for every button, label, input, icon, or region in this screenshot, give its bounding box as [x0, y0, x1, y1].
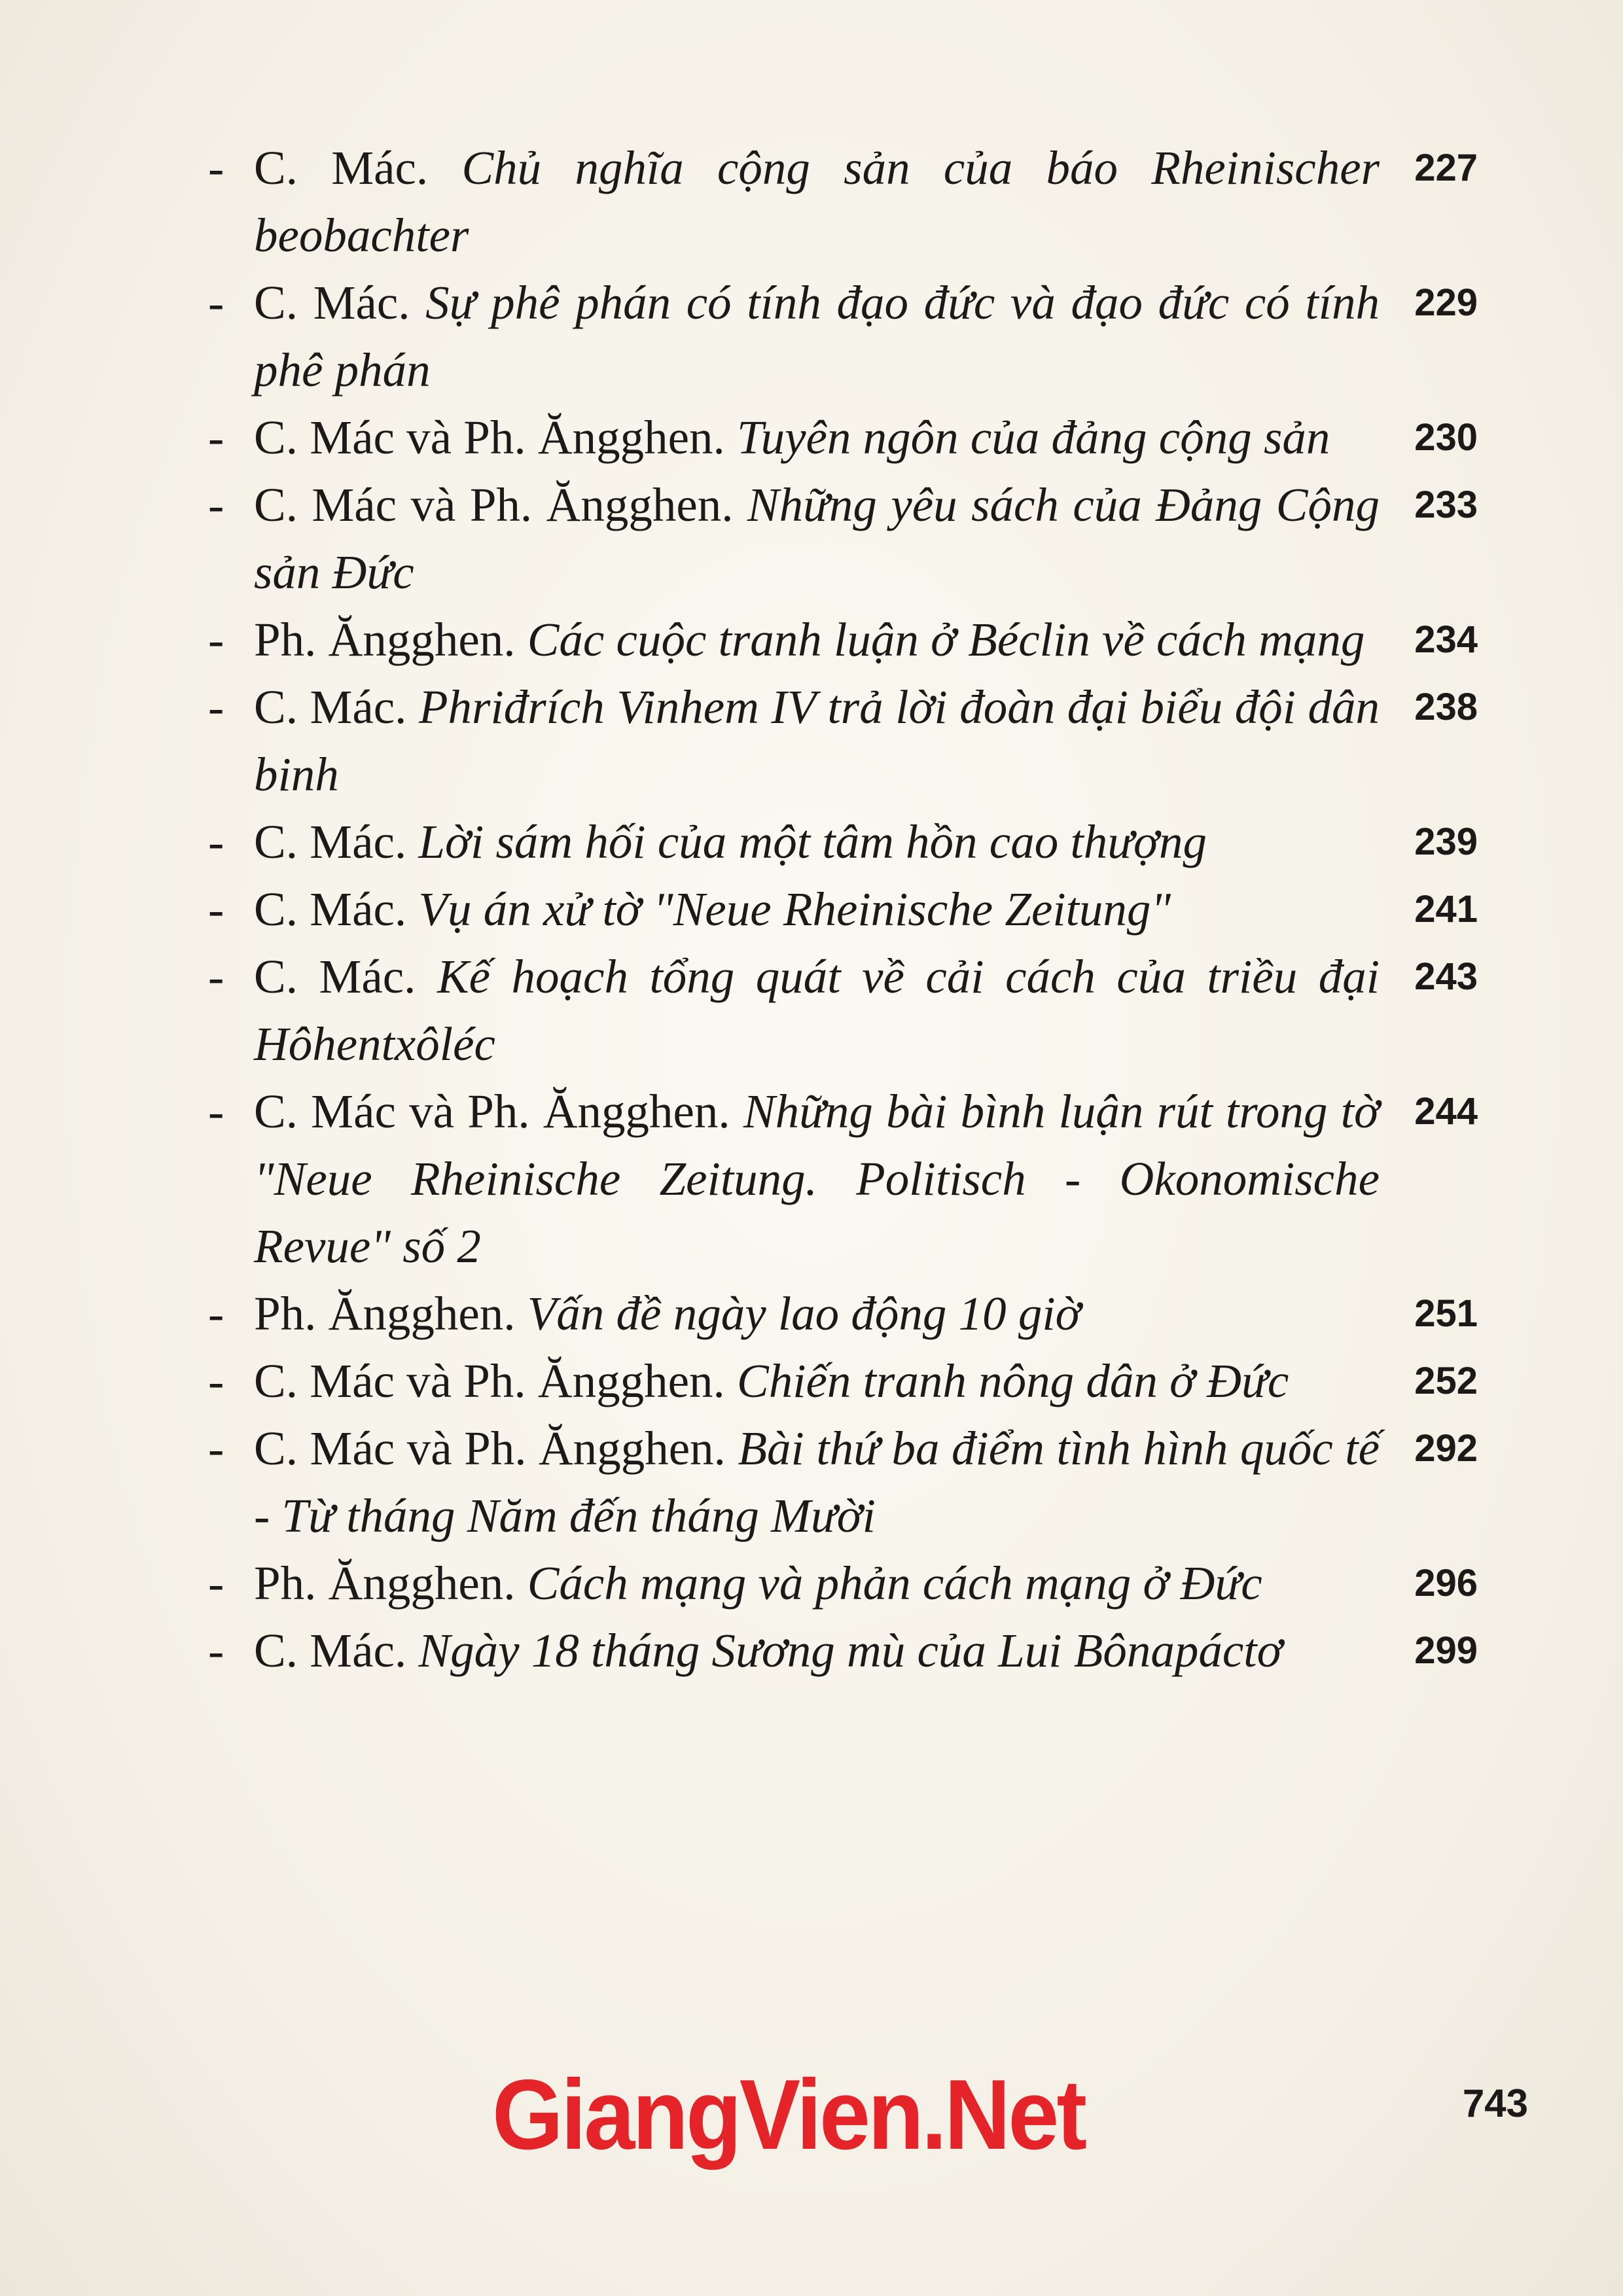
- entry-author: C. Mác.: [254, 680, 407, 733]
- toc-entry: [208, 606, 1491, 673]
- toc-entry: [208, 1415, 1491, 1549]
- entry-dash: -: [208, 1624, 224, 1677]
- entry-dash: -: [208, 1422, 224, 1475]
- toc-entry: [208, 673, 1491, 808]
- entry-text: [254, 134, 1380, 269]
- entry-author: C. Mác.: [254, 1624, 407, 1677]
- entry-dash: -: [208, 1354, 224, 1407]
- toc-entry: [208, 404, 1491, 471]
- toc-entry: [208, 269, 1491, 404]
- entry-page-number: 243: [1414, 955, 1478, 998]
- entry-text: [254, 404, 1380, 471]
- toc-entry: [208, 875, 1491, 943]
- toc-entry: [208, 471, 1491, 606]
- entry-page-number: 227: [1414, 147, 1478, 189]
- entry-author: Ph. Ăngghen.: [254, 613, 516, 666]
- entry-dash: -: [208, 883, 224, 936]
- entry-dash: -: [208, 815, 224, 868]
- entry-dash: -: [208, 276, 224, 329]
- entry-title: Ngày 18 tháng Sương mù của Lui Bônapáctơ: [418, 1624, 1283, 1677]
- entry-text: [254, 1078, 1380, 1280]
- entry-dash: -: [208, 1085, 224, 1138]
- page-number: 743: [1462, 2081, 1528, 2125]
- entry-title: Cách mạng và phản cách mạng ở Đức: [527, 1557, 1262, 1610]
- entry-dash: -: [208, 141, 224, 194]
- entry-page-number: 299: [1414, 1629, 1478, 1672]
- entry-dash: -: [208, 950, 224, 1003]
- entry-author: C. Mác và Ph. Ăngghen.: [254, 1422, 726, 1475]
- entry-dash: -: [208, 680, 224, 733]
- entry-author: C. Mác.: [254, 815, 407, 868]
- entry-page-number: 292: [1414, 1427, 1478, 1470]
- toc-entry: [208, 1549, 1491, 1617]
- entry-author: C. Mác và Ph. Ăngghen.: [254, 1085, 730, 1138]
- entry-page-number: 244: [1414, 1090, 1478, 1133]
- entry-title: Phriđrích Vinhem IV trả lời đoàn đại biểu đội dân binh: [254, 680, 1380, 801]
- toc-entry: [208, 1617, 1491, 1684]
- entry-author: C. Mác và Ph. Ăngghen.: [254, 1354, 725, 1407]
- entry-text: [254, 808, 1380, 875]
- entry-author: C. Mác.: [254, 276, 410, 329]
- entry-page-number: 229: [1414, 281, 1478, 324]
- entry-text: [254, 606, 1380, 673]
- entry-page-number: 296: [1414, 1562, 1478, 1604]
- entry-title: Bài thứ ba điểm tình hình quốc tế - Từ tháng Năm đến tháng Mười: [254, 1422, 1380, 1542]
- entry-dash: -: [208, 613, 224, 666]
- entry-author: C. Mác và Ph. Ăngghen.: [254, 411, 725, 464]
- entry-text: [254, 1415, 1380, 1549]
- entry-title: Kế hoạch tổng quát về cải cách của triều đại Hôhentxôléc: [254, 950, 1380, 1070]
- entry-page-number: 230: [1414, 416, 1478, 459]
- entry-title: Tuyên ngôn của đảng cộng sản: [737, 411, 1330, 464]
- entry-author: C. Mác.: [254, 883, 407, 936]
- entry-text: [254, 1280, 1380, 1347]
- toc-entry: [208, 1280, 1491, 1347]
- entry-text: [254, 1347, 1380, 1415]
- entry-title: Những bài bình luận rút trong tờ "Neue Rheinische Zeitung. Politisch - Okonomische Revue" số 2: [254, 1085, 1380, 1273]
- entry-page-number: 238: [1414, 686, 1478, 728]
- entry-title: Sự phê phán có tính đạo đức và đạo đức có tính phê phán: [254, 276, 1380, 397]
- entry-text: [254, 1617, 1380, 1684]
- entry-dash: -: [208, 1287, 224, 1340]
- toc-entry: [208, 943, 1491, 1078]
- entry-author: C. Mác và Ph. Ăngghen.: [254, 478, 734, 531]
- entry-title: Chủ nghĩa cộng sản của báo Rheinischer beobachter: [254, 141, 1380, 262]
- table-of-contents: [208, 134, 1491, 1684]
- entry-text: [254, 1549, 1380, 1617]
- entry-author: C. Mác.: [254, 950, 416, 1003]
- entry-dash: -: [208, 1557, 224, 1610]
- entry-author: C. Mác.: [254, 141, 429, 194]
- entry-page-number: 252: [1414, 1360, 1478, 1402]
- entry-dash: -: [208, 478, 224, 531]
- entry-title: Lời sám hối của một tâm hồn cao thượng: [418, 815, 1207, 868]
- entry-page-number: 239: [1414, 821, 1478, 863]
- toc-entry: [208, 134, 1491, 269]
- entry-author: Ph. Ăngghen.: [254, 1287, 516, 1340]
- watermark-logo: GiangVien.Net: [492, 2059, 1085, 2170]
- entry-text: [254, 471, 1380, 606]
- toc-entry: [208, 1078, 1491, 1280]
- toc-entry: [208, 1347, 1491, 1415]
- entry-page-number: 251: [1414, 1292, 1478, 1335]
- entry-page-number: 241: [1414, 888, 1478, 930]
- entry-title: Những yêu sách của Đảng Cộng sản Đức: [254, 478, 1380, 599]
- entry-text: [254, 875, 1380, 943]
- entry-title: Chiến tranh nông dân ở Đức: [737, 1354, 1289, 1407]
- entry-page-number: 233: [1414, 484, 1478, 526]
- entry-text: [254, 673, 1380, 808]
- entry-page-number: 234: [1414, 618, 1478, 661]
- entry-title: Các cuộc tranh luận ở Béclin về cách mạng: [527, 613, 1365, 666]
- entry-title: Vụ án xử tờ "Neue Rheinische Zeitung": [418, 883, 1171, 936]
- toc-entry: [208, 808, 1491, 875]
- entry-text: [254, 269, 1380, 404]
- entry-title: Vấn đề ngày lao động 10 giờ: [527, 1287, 1081, 1340]
- entry-author: Ph. Ăngghen.: [254, 1557, 516, 1610]
- entry-text: [254, 943, 1380, 1078]
- entry-dash: -: [208, 411, 224, 464]
